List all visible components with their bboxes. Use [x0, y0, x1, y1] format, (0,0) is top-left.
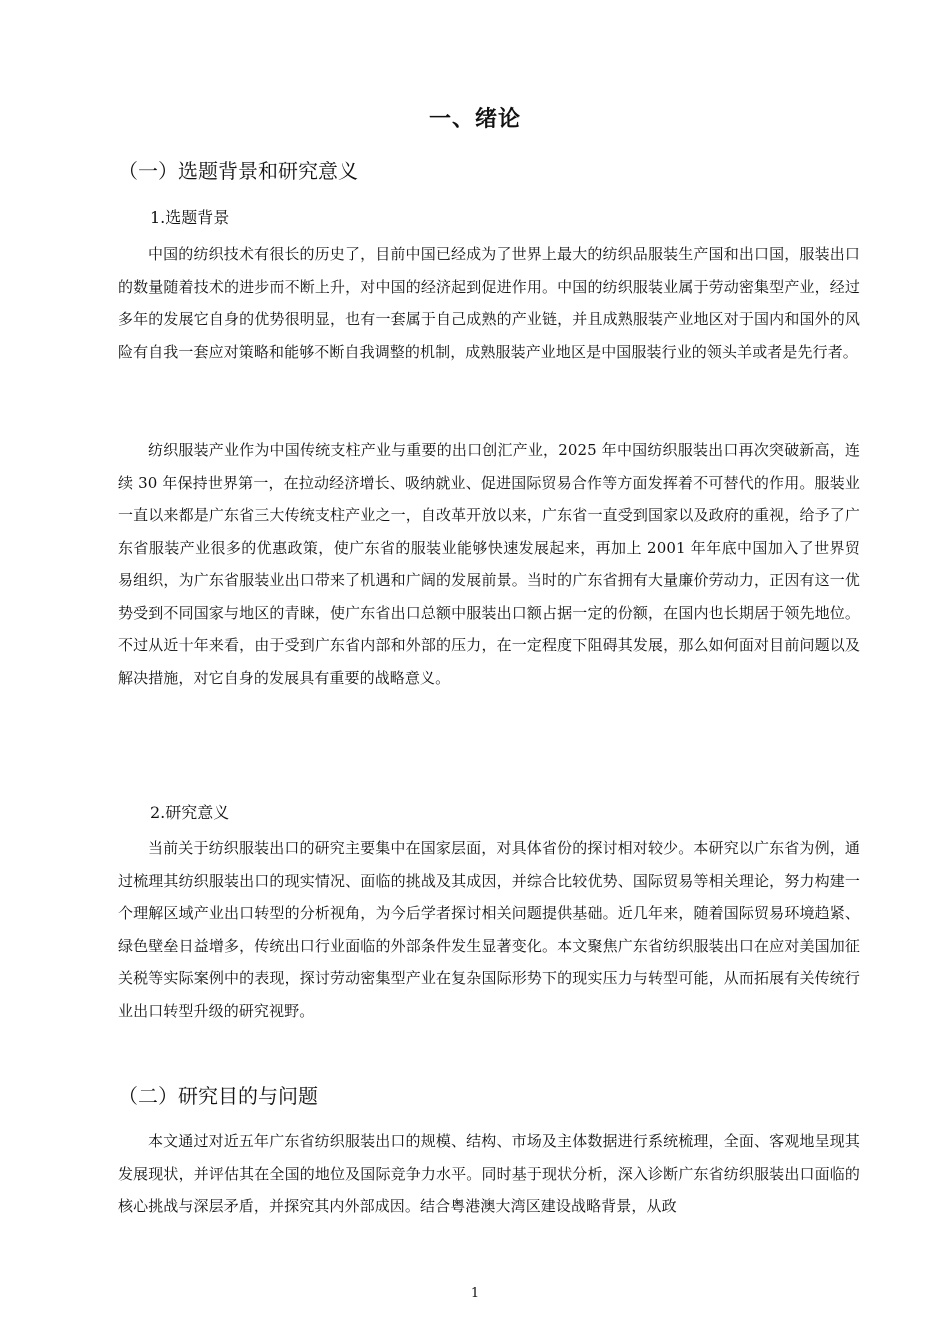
page-number: 1 — [470, 1286, 480, 1301]
section-heading-objectives: （二）研究目的与问题 — [118, 1084, 318, 1108]
paragraph-objectives: 本文通过对近五年广东省纺织服装出口的规模、结构、市场及主体数据进行系统梳理，全面、客观地呈现其发展现状，并评估其在全国的地位及国际竞争力水平。同时基于现状分析，深入诊断广东省纺织服装出口面临的核心挑战与深层矛盾，并探究其内外部成因。结合粤港澳大湾区建设战略背景，从政 — [118, 1132, 860, 1215]
section-heading-background-significance: （一）选题背景和研究意义 — [118, 159, 358, 183]
paragraph-significance: 当前关于纺织服装出口的研究主要集中在国家层面，对具体省份的探讨相对较少。本研究以广东省为例，通过梳理其纺织服装出口的现实情况、面临的挑战及其成因，并综合比较优势、国际贸易等相关理论，努力构建一个理解区域产业出口转型的分析视角，为今后学者探讨相关问题提供基础。近几年来，随着国际贸易环境趋紧、绿色壁垒日益增多，传统出口行业面临的外部条件发生显著变化。本文聚焦广东省纺织服装出口在应对美国加征关税等实际案例中的表现，探讨劳动密集型产业在复杂国际形势下的现实压力与转型可能，从而拓展有关传统行业出口转型升级的研究视野。 — [118, 839, 860, 1020]
subsection-heading-significance: 2.研究意义 — [150, 803, 230, 822]
subsection-heading-background: 1.选题背景 — [150, 208, 230, 227]
paragraph-background-2: 纺织服装产业作为中国传统支柱产业与重要的出口创汇产业，2025 年中国纺织服装出口再次突破新高，连续 30 年保持世界第一，在拉动经济增长、吸纳就业、促进国际贸易合作等方面发挥着不可替代的作用。服装业一直以来都是广东省三大传统支柱产业之一，自改革开放以来，广东省一直受到国家以及政府的重视，给予了广东省服装产业很多的优惠政策，使广东省的服装业能够快速发展起来，再加上 2001 年年底中国加入了世界贸易组织，为广东省服装业出口带来了机遇和广阔的发展前景。当时的广东省拥有大量廉价劳动力，正因有这一优势受到不同国家与地区的青睐，使广东省出口总额中服装出口额占据一定的份额，在国内也长期居于领先地位。不过从近十年来看，由于受到广东省内部和外部的压力，在一定程度下阻碍其发展，那么如何面对目前问题以及解决措施，对它自身的发展具有重要的战略意义。 — [118, 441, 860, 687]
paragraph-background-1: 中国的纺织技术有很长的历史了，目前中国已经成为了世界上最大的纺织品服装生产国和出口国，服装出口的数量随着技术的进步而不断上升，对中国的经济起到促进作用。中国的纺织服装业属于劳动密集型产业，经过多年的发展它自身的优势很明显，也有一套属于自己成熟的产业链，并且成熟服装产业地区对于国内和国外的风险有自我一套应对策略和能够不断自我调整的机制，成熟服装产业地区是中国服装行业的领头羊或者是先行者。 — [118, 245, 860, 361]
chapter-title: 一、绪论 — [428, 107, 521, 132]
